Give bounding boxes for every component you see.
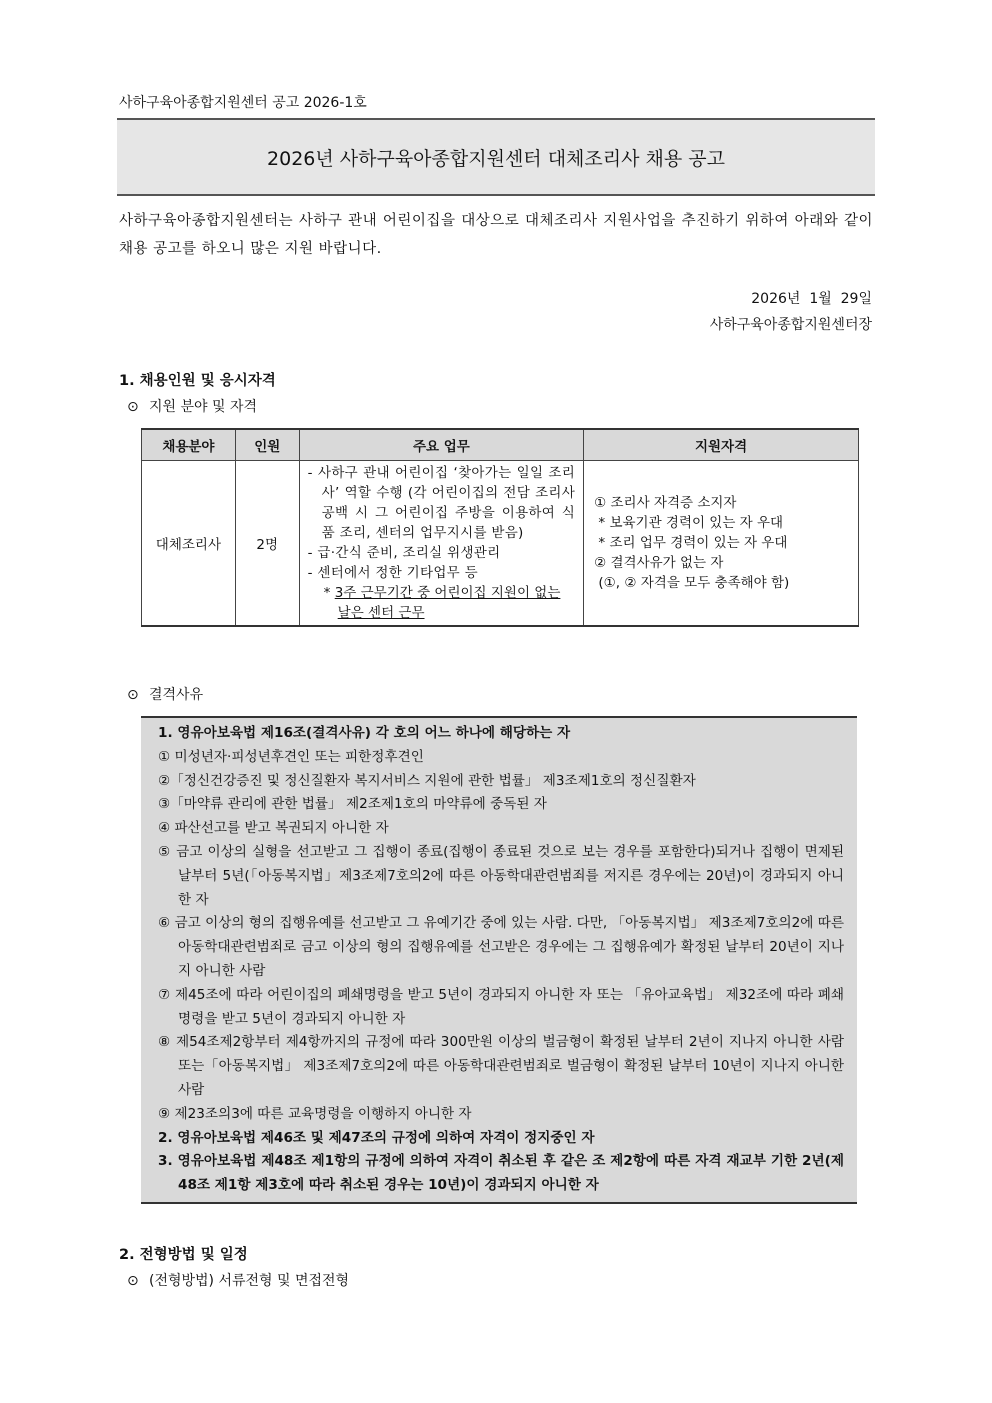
disq-item: ⑥ 금고 이상의 형의 집행유예를 선고받고 그 유예기간 중에 있는 사람. 다만, 「아동복지법」 제3조제7호의2에 따른 아동학대관련범죄로 금고 이상의 형의 집행유예를 선고받은 경우에는 그 집행유예가 확정된 날부터 20년이 지나지 아니한 사람 — [158, 915, 844, 979]
duty-note — [308, 583, 575, 623]
disq-item: 2. 영유아보육법 제46조 및 제47조의 규정에 의하여 자격이 정지중인 자 — [158, 1129, 595, 1146]
bullet-support-field — [127, 396, 257, 416]
cell-qualifications — [584, 461, 859, 627]
table-header-row — [142, 429, 859, 461]
cell-duties — [299, 461, 583, 627]
disq-item: ⑧ 제54조제2항부터 제4항까지의 규정에 따라 300만원 이상의 벌금형이 확정된 날부터 2년이 지나지 아니한 사람 또는「아동복지법」 제3조제7호의2에 따른 아동학대관련범죄로 벌금형이 확정된 날부터 10년이 지나지 아니한 사람 — [158, 1034, 844, 1098]
disq-item: 1. 영유아보육법 제16조(결격사유) 각 호의 어느 하나에 해당하는 자 — [158, 725, 571, 741]
disqualification-list — [158, 722, 844, 1198]
qual-item: ① 조리사 자격증 소지자 — [594, 495, 737, 511]
duty-item: - 센터에서 정한 기타업무 등 — [307, 565, 478, 581]
bullet-label: 결격사유 — [149, 687, 204, 703]
header-count: 인원 — [235, 429, 299, 461]
bullet-label: 지원 분야 및 자격 — [149, 399, 258, 415]
table-row — [142, 461, 859, 627]
section1-heading: 1. 채용인원 및 응시자격 — [119, 373, 276, 389]
header-duties: 주요 업무 — [299, 429, 583, 461]
qual-item: (①, ② 자격을 모두 충족해야 함) — [594, 575, 790, 591]
announcement-date: 2026년 1월 29일 — [751, 291, 872, 307]
page-title: 2026년 사하구육아종합지원센터 대체조리사 채용 공고 — [267, 147, 725, 170]
note-mark: * — [323, 585, 331, 601]
disq-item: ③「마약류 관리에 관한 법률」 제2조제1호의 마약류에 중독된 자 — [158, 796, 547, 813]
disq-item: ⑤ 금고 이상의 실형을 선고받고 그 집행이 종료(집행이 종료된 것으로 보는 경우를 포함한다)되거나 집행이 면제된 날부터 5년(「아동복지법」제3조제7호의2에 따른 아동학대관련범죄를 저지른 경우에는 20년)이 경과되지 아니한 자 — [158, 843, 844, 908]
title-banner — [117, 118, 875, 196]
section2-heading: 2. 전형방법 및 일정 — [119, 1247, 248, 1263]
bullet-selection-method — [127, 1270, 349, 1290]
signer: 사하구육아종합지원센터장 — [709, 317, 872, 333]
disqualification-box — [141, 716, 857, 1204]
bullet-label: (전형방법) 서류전형 및 면접전형 — [149, 1273, 350, 1289]
bullet-disqualification — [127, 684, 203, 704]
cell-count: 2명 — [235, 461, 299, 627]
duty-item: - 급·간식 준비, 조리실 위생관리 — [307, 545, 501, 561]
bullet-mark-icon: ⊙ — [127, 1273, 139, 1289]
header-qualifications: 지원자격 — [584, 429, 859, 461]
disq-item: ④ 파산선고를 받고 복권되지 아니한 자 — [158, 820, 389, 837]
bullet-mark-icon: ⊙ — [127, 687, 139, 703]
document-number: 사하구육아종합지원센터 공고 2026-1호 — [119, 95, 367, 111]
disq-item: ⑦ 제45조에 따라 어린이집의 폐쇄명령을 받고 5년이 경과되지 아니한 자 또는 「유아교육법」 제32조에 따라 폐쇄명령을 받고 5년이 경과되지 아니한 자 — [158, 986, 844, 1027]
qual-item: * 조리 업무 경력이 있는 자 우대 — [594, 535, 788, 551]
bullet-mark-icon: ⊙ — [127, 399, 139, 415]
qual-item: ② 결격사유가 없는 자 — [594, 555, 724, 571]
cell-field: 대체조리사 — [142, 461, 236, 627]
disq-item: 3. 영유아보육법 제48조 제1항의 규정에 의하여 자격이 취소된 후 같은 조 제2항에 따른 자격 재교부 기한 2년(제48조 제1항 제3호에 따라 취소된 경우는 10년)이 경과되지 아니한 자 — [158, 1153, 844, 1194]
duty-item: - 사하구 관내 어린이집 ‘찾아가는 일일 조리사’ 역할 수행 (각 어린이집의 전담 조리사 공백 시 그 어린이집 주방을 이용하여 식품 조리, 센터의 업무지시를 받음) — [307, 465, 576, 541]
recruitment-table — [141, 428, 859, 627]
header-field: 채용분야 — [142, 429, 236, 461]
disq-item: ②「정신건강증진 및 정신질환자 복지서비스 지원에 관한 법률」 제3조제1호의 정신질환자 — [158, 772, 696, 789]
intro-paragraph: 사하구육아종합지원센터는 사하구 관내 어린이집을 대상으로 대체조리사 지원사업을 추진하기 위하여 아래와 같이 채용 공고를 하오니 많은 지원 바랍니다. — [119, 213, 873, 257]
duty-note-text: 3주 근무기간 중 어린이집 지원이 없는 날은 센터 근무 — [334, 585, 561, 621]
disq-item: ① 미성년자·피성년후견인 또는 피한정후견인 — [158, 748, 424, 765]
disq-item: ⑨ 제23조의3에 따른 교육명령을 이행하지 아니한 자 — [158, 1105, 472, 1122]
qual-item: * 보육기관 경력이 있는 자 우대 — [594, 515, 784, 531]
